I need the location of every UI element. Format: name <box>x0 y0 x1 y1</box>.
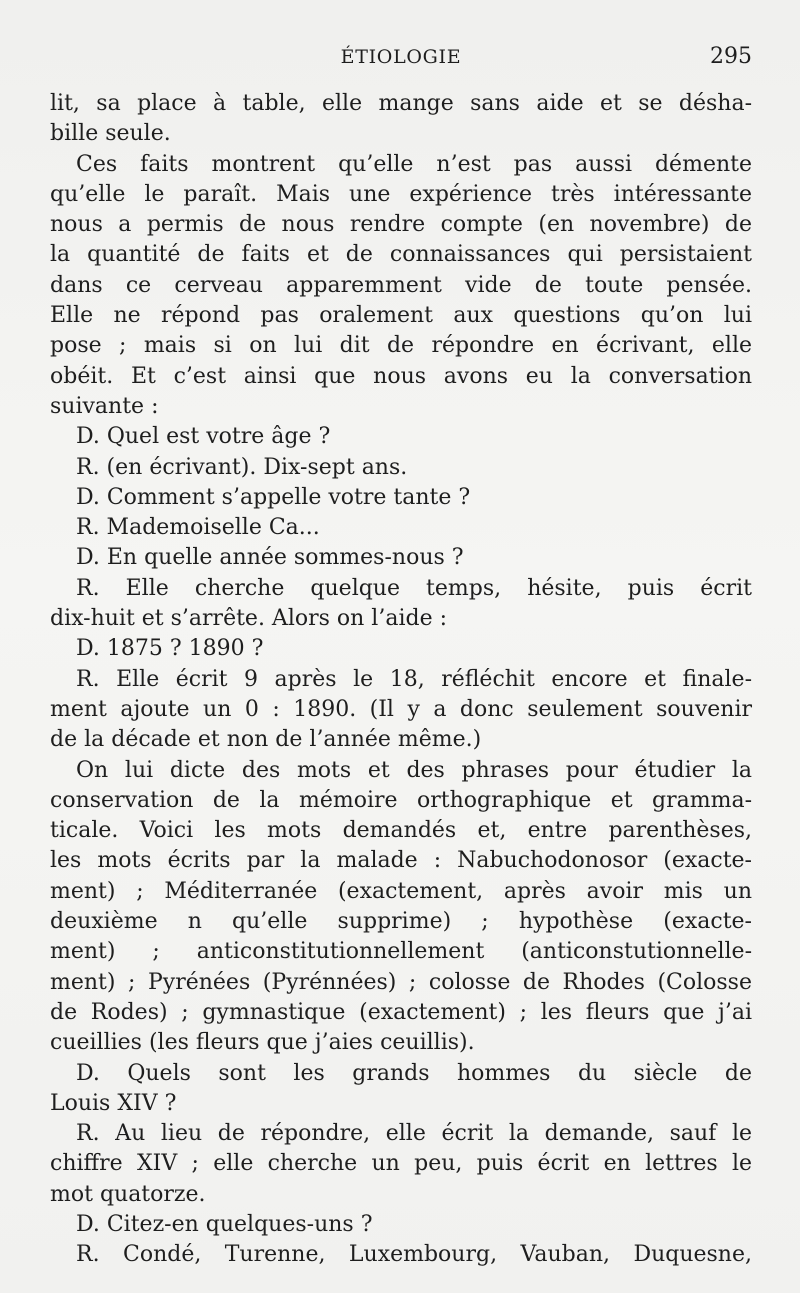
text-line: Ces faits montrent qu’elle n’est pas aussi démente <box>76 151 752 177</box>
text-line: nous a permis de nous rendre compte (en novembre) de <box>50 212 752 238</box>
page-number: 295 <box>710 44 752 69</box>
text-line: dix-huit et s’arrête. Alors on l’aide : <box>50 606 447 632</box>
text-line: obéit. Et c’est ainsi que nous avons eu la conversation <box>50 363 752 389</box>
dialogue-line: R. Elle écrit 9 après le 18, réfléchit encore et finale- <box>76 666 752 692</box>
text-line: deuxième n qu’elle supprime) ; hypothèse (exacte- <box>50 909 752 935</box>
dialogue-line: D. Citez-en quelques-uns ? <box>76 1211 373 1237</box>
text-line: lit, sa place à table, elle mange sans aide et se désha- <box>50 91 752 116</box>
text-line: Elle ne répond pas oralement aux questions qu’on lui <box>50 303 752 329</box>
text-line: ment) ; Méditerranée (exactement, après avoir mis un <box>50 878 752 904</box>
text-line: de Rodes) ; gymnastique (exactement) ; les fleurs que j’ai <box>50 999 752 1025</box>
text-line: les mots écrits par la malade : Nabuchodonosor (exacte- <box>50 848 752 874</box>
running-title: ÉTIOLOGIE <box>340 46 462 68</box>
dialogue-line: D. Quels sont les grands hommes du siècle de <box>76 1060 752 1086</box>
text-line: dans ce cerveau apparemment vide de toute pensée. <box>50 272 752 298</box>
dialogue-line: D. En quelle année sommes-nous ? <box>76 545 464 571</box>
text-line: cueillies (les fleurs que j’aies ceuillis). <box>50 1030 475 1056</box>
text-line: bille seule. <box>50 121 171 147</box>
text-line: ment) ; anticonstitutionnellement (anticonstutionnelle- <box>50 939 752 965</box>
dialogue-line: D. Quel est votre âge ? <box>76 424 331 450</box>
text-line: On lui dicte des mots et des phrases pour étudier la <box>76 757 752 783</box>
text-line: Louis XIV ? <box>50 1090 177 1116</box>
dialogue-line: D. 1875 ? 1890 ? <box>76 636 264 662</box>
text-line: suivante : <box>50 393 159 419</box>
text-line: chiffre XIV ; elle cherche un peu, puis écrit en lettres le <box>50 1151 752 1177</box>
dialogue-line: R. Condé, Turenne, Luxembourg, Vauban, Duquesne, <box>76 1242 752 1268</box>
text-line: ment ajoute un 0 : 1890. (Il y a donc seulement souvenir <box>50 696 752 722</box>
text-line: de la décade et non de l’année même.) <box>50 727 482 753</box>
dialogue-line: R. Mademoiselle Ca... <box>76 515 320 541</box>
dialogue-line: R. Au lieu de répondre, elle écrit la demande, sauf le <box>76 1121 752 1147</box>
text-line: mot quatorze. <box>50 1181 206 1207</box>
text-line: qu’elle le paraît. Mais une expérience très intéressante <box>50 181 752 207</box>
text-line: ment) ; Pyrénées (Pyrénnées) ; colosse de Rhodes (Colosse <box>50 969 752 995</box>
body-text <box>50 89 752 1271</box>
text-line: conservation de la mémoire orthographique et gramma- <box>50 787 752 813</box>
dialogue-line: D. Comment s’appelle votre tante ? <box>76 484 471 510</box>
dialogue-line: R. Elle cherche quelque temps, hésite, puis écrit <box>76 575 752 601</box>
text-line: pose ; mais si on lui dit de répondre en écrivant, elle <box>50 333 752 359</box>
dialogue-line: R. (en écrivant). Dix-sept ans. <box>76 454 408 480</box>
text-line: ticale. Voici les mots demandés et, entre parenthèses, <box>50 818 752 844</box>
page-header <box>50 42 752 76</box>
text-line: la quantité de faits et de connaissances qui persistaient <box>50 242 752 268</box>
